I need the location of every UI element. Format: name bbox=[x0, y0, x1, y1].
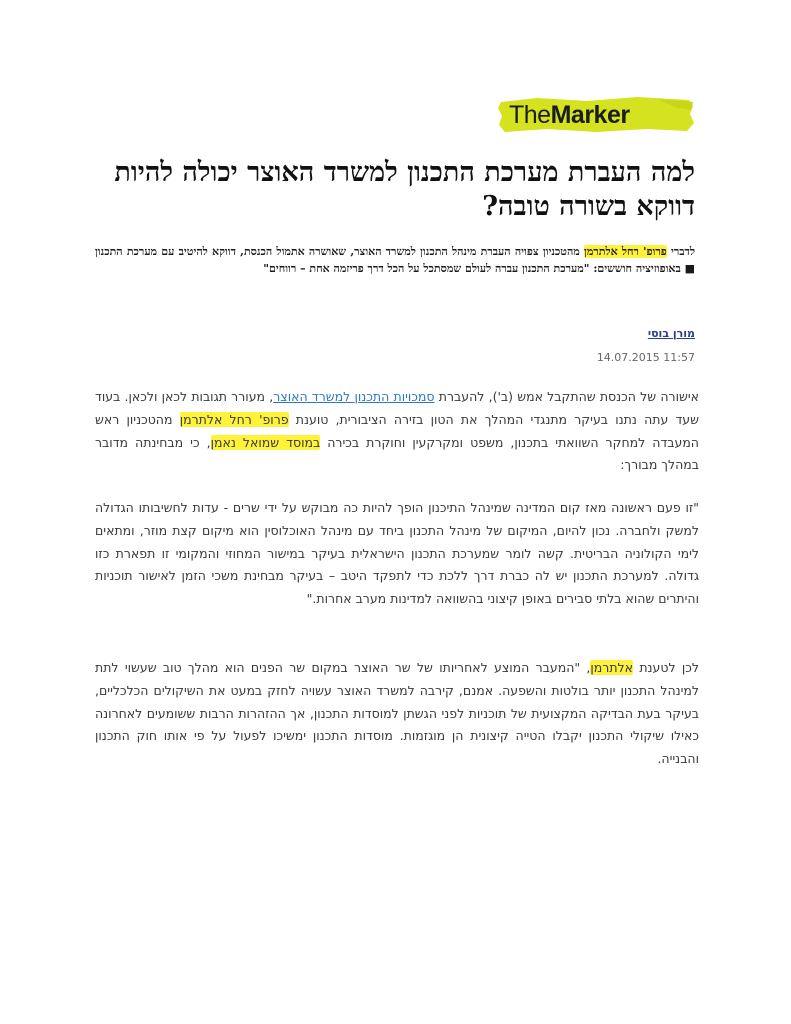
p1-text-2: , מעורר תגובות לכאן ולכאן. בעוד שעד עתה נתנו בעיקר מתנגדי המהלך את הטון בזירה הציבורית, טוענת bbox=[95, 389, 699, 427]
logo-wordmark bbox=[509, 99, 630, 131]
planning-authority-link[interactable]: סמכויות התכנון למשרד האוצר bbox=[273, 389, 435, 404]
subtitle-highlight: פרופ' רחל אלתרמן bbox=[584, 245, 667, 258]
themarker-logo[interactable] bbox=[497, 96, 695, 134]
p3-text-2: , "המעבר המוצע לאחריותו של שר האוצר במקום שר הפנים הוא מהלך טוב שעשוי לתת למינהל התכנון יותר בולטות והשפעה. אמנם, קירבה למשרד האוצר עשויה לחזק במעט את השיקולים הכלכליים, בעיקר בעת הבדיקה המקצועית של תוכניות לפני הגשתן למוסדות התכנון, אך ההזהרות הרבות ששומעים לאחרונה כאילו שיקולי התכנון יקבלו הטייה קיצונית הן מוגזמות. מוסדות התכנון ימשיכו לפעול על פי אותו חוק התכנון והבנייה. bbox=[95, 660, 699, 767]
author-link[interactable]: מורן בוסי bbox=[647, 327, 695, 340]
p1-text-1: אישורה של הכנסת שהתקבל אמש (ב'), להעברת bbox=[434, 389, 700, 404]
subtitle-prefix: לדברי bbox=[666, 245, 695, 258]
body-paragraph-2: "זו פעם ראשונה מאז קום המדינה שמינהל התיכנון הופך להיות כה מבוקש על ידי שרים - עדות לחשיבותו הגדולה למשק ולחברה. נכון להיום, המיקום של מינהל התכנון ביחד עם מינהל האוכלוסין הוא מיקום קצת מוזר, ומתאים לימי הקולוניה הבריטית. קשה לומר שמערכת התכנון הישראלית בעיקר במישור המחוזי והמקומי זו תפארת כזו גדולה. למערכת התכנון יש לה כברת דרך ללכת כדי לתפקד היטב – בעיקר מבחינת משכי הזמן לאישור תוכניות והיתרים שהוא בלתי סבירים באופן קיצוני בהשוואה למדינות מערב אחרות." bbox=[95, 500, 699, 607]
subtitle-rest: מהטכניון צפויה העברת מינהל התכנון למשרד האוצר, שאושרה אתמול הכנסת, דווקא להיטיב עם מערכת התכנון ■ באופוזיציה חוששים: "מערכת התכנון עברה לעולם שמסתכל על הכל דרך פריזמה אחת – רווחים" bbox=[95, 245, 695, 275]
logo-marker: Marker bbox=[550, 101, 630, 129]
p1-highlight-institute: במוסד שמואל נאמן bbox=[210, 434, 321, 450]
p1-text-4: , כי מבחינתה מדובר במהלך מבורך: bbox=[95, 434, 699, 473]
logo-the: The bbox=[509, 101, 551, 129]
p3-highlight-name: אלתרמן bbox=[590, 660, 634, 675]
publish-timestamp: 14.07.2015 11:57 bbox=[596, 351, 695, 364]
p1-text-3: מהטכניון ראש המעבדה למחקר השוואתי בתכנון, משפט ומקרקעין וחוקרת בכירה bbox=[95, 411, 699, 450]
p1-highlight-name: פרופ' רחל אלתרמן bbox=[179, 411, 289, 427]
p3-text-1: לכן לטענת bbox=[633, 660, 699, 675]
body-paragraph-1 bbox=[95, 386, 699, 477]
body-paragraph-3 bbox=[95, 657, 699, 771]
article-headline: למה העברת מערכת התכנון למשרד האוצר יכולה להיות דווקא בשורה טובה? bbox=[114, 157, 695, 222]
article-subtitle bbox=[95, 243, 695, 277]
